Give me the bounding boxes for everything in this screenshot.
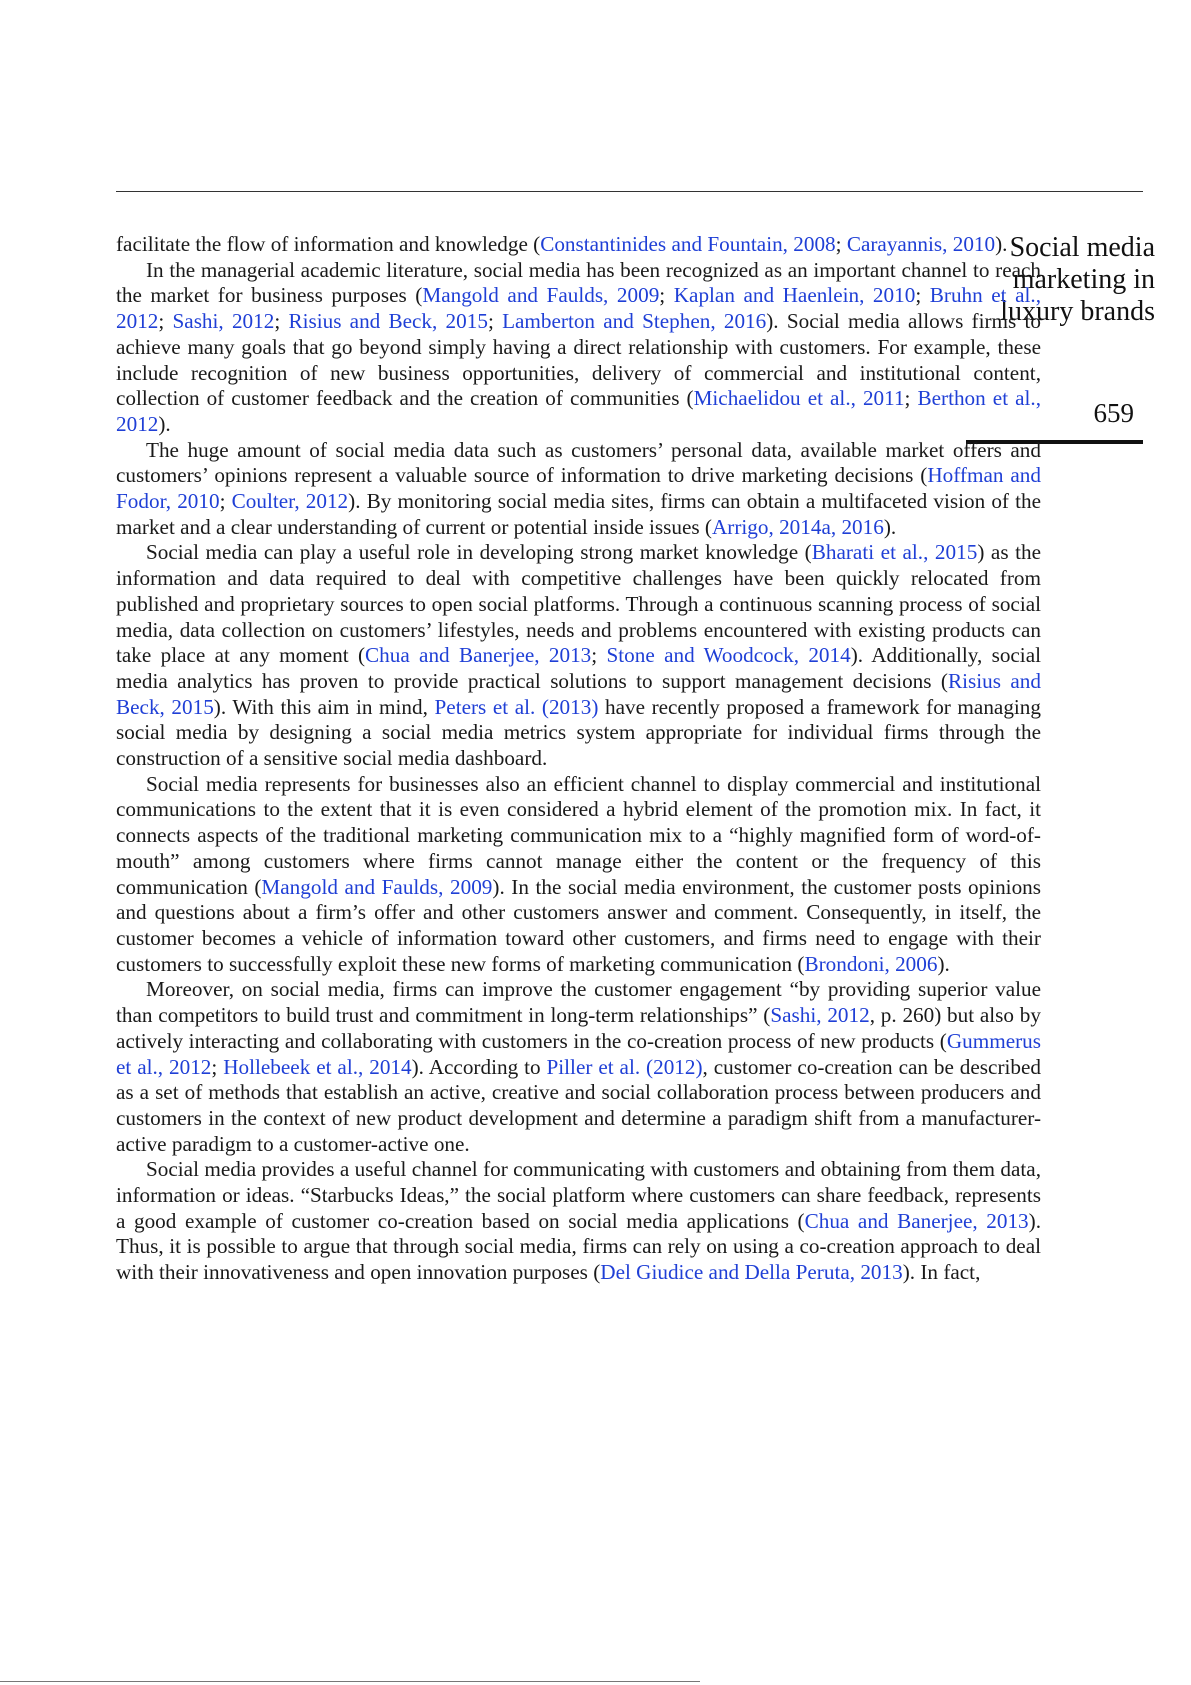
citation-link[interactable]: Constantinides and Fountain, 2008 [540, 232, 836, 256]
citation-link[interactable]: Kaplan and Haenlein, 2010 [673, 283, 916, 308]
paragraph-text: ; [487, 309, 503, 334]
paragraph-text: , customer co-creation can be described as a set of methods that establish an active, creative and social collaboration process between producers and customers in the context of new product development and determine a paradigm shift from a manufacturer-active paradigm to a customer-active one. [116, 1054, 1041, 1156]
footer-rule [0, 1681, 700, 1682]
citation-link[interactable]: Chua and Banerjee, 2013 [804, 1208, 1029, 1233]
citation-link[interactable]: Del Giudice and Della Peruta, 2013 [600, 1260, 903, 1285]
page-number: 659 [1093, 398, 1134, 428]
running-title-line: marketing in [1012, 264, 1155, 295]
citation-link[interactable]: Risius and Beck, 2015 [116, 668, 1041, 719]
citation-link[interactable]: Berthon et al., 2012 [116, 386, 1042, 436]
citation-link[interactable]: Coulter, 2012 [231, 489, 349, 514]
citation-link[interactable]: Brondoni, 2006 [804, 951, 938, 976]
citation-link[interactable]: Lamberton and Stephen, 2016 [502, 309, 767, 334]
paragraph-text: have recently proposed a framework for managing social media by designing a social media metrics system appropriate for individual firms through the construction of a sensitive social media dashboard. [116, 694, 1041, 771]
paragraph-text: ; [659, 283, 674, 308]
paragraph [116, 438, 1041, 541]
citation-link[interactable]: Chua and Banerjee, 2013 [365, 643, 592, 668]
citation-link[interactable]: Carayannis, 2010 [846, 232, 996, 256]
paragraph-text: ). [995, 232, 1008, 256]
header-rule [116, 191, 1143, 192]
citation-link[interactable]: Sashi, 2012 [770, 1003, 870, 1028]
paragraph-text: ; [219, 489, 232, 514]
paragraph-text: In the managerial academic literature, social media has been recognized as an important channel to reach the market for business purposes ( [116, 257, 1041, 308]
paragraph-text: ; [211, 1054, 224, 1079]
citation-link[interactable]: Bruhn et al., 2012 [116, 283, 1041, 334]
paragraph-text: ; [158, 309, 173, 334]
paragraph [116, 772, 1041, 978]
paragraph-text: ). [937, 951, 950, 976]
running-title-line: Social media [1009, 232, 1155, 263]
citation-link[interactable]: Piller et al. (2012) [546, 1054, 703, 1079]
paragraph-text: ; [904, 386, 918, 411]
citation-link[interactable]: Stone and Woodcock, 2014 [606, 643, 851, 668]
paragraph-text: ). [158, 411, 171, 436]
paragraph [116, 977, 1041, 1157]
citation-link[interactable]: Gummerus et al., 2012 [116, 1028, 1041, 1079]
paragraph-text: ). According to [411, 1054, 547, 1079]
paragraph-text: Social media can play a useful role in developing strong market knowledge ( [146, 540, 812, 565]
running-title-line: luxury brands [1000, 296, 1155, 327]
paragraph-text: ). By monitoring social media sites, firms can obtain a multifaceted vision of the market and a clear understanding of current or potential inside issues ( [116, 489, 1041, 539]
citation-link[interactable]: Arrigo, 2014a, 2016 [712, 514, 884, 539]
paragraph-text: ) as the information and data required to deal with competitive challenges have been quickly relocated from published and proprietary sources to open social platforms. Through a continuous scanning process of social media, data collection on customers’ lifestyles, needs and problems encountered with existing products can take place at any moment ( [116, 540, 1041, 668]
paragraph-text: ; [915, 283, 930, 308]
paragraph-text: Social media represents for businesses also an efficient channel to display commercial and institutional communications to the extent that it is even considered a hybrid element of the promotion mix. In fact, it connects aspects of the traditional marketing communication mix to a “highly magnified form of word-of-mouth” among customers where firms cannot manage either the content or the frequency of this communication ( [116, 771, 1041, 899]
paragraph-text: ). In the social media environment, the customer posts opinions and questions about a firm’s offer and other customers answer and comment. Consequently, in itself, the customer becomes a vehicle of information toward other customers, and firms need to engage with their customers to successfully exploit these new forms of marketing communication ( [116, 874, 1041, 976]
citation-link[interactable]: Mangold and Faulds, 2009 [261, 874, 493, 899]
paragraph [116, 1157, 1041, 1286]
paragraph-text: Moreover, on social media, firms can improve the customer engagement “by providing superior value than competitors to build trust and commitment in long-term relationships” ( [116, 977, 1041, 1028]
citation-link[interactable]: Peters et al. (2013) [434, 694, 599, 719]
paragraph [116, 540, 1041, 771]
paragraph-text: , p. 260) but also by actively interacting and collaborating with customers in the co-creation process of new products ( [116, 1003, 1041, 1053]
paragraph-text: The huge amount of social media data such as customers’ personal data, available market offers and customers’ opinions represent a valuable source of information to drive marketing decisions ( [116, 437, 1041, 488]
citation-link[interactable]: Mangold and Faulds, 2009 [422, 283, 660, 308]
paragraph-text: ). In fact, [902, 1260, 981, 1285]
paragraph-text: ). Thus, it is possible to argue that through social media, firms can rely on using a co-creation approach to deal with their innovativeness and open innovation purposes ( [116, 1208, 1041, 1285]
paragraph-text: Social media provides a useful channel for communicating with customers and obtaining from them data, information or ideas. “Starbucks Ideas,” the social platform where customers can share feedback, represents a good example of customer co-creation based on social media applications ( [116, 1157, 1041, 1233]
paragraph-text: ). With this aim in mind, [213, 694, 435, 719]
citation-link[interactable]: Michaelidou et al., 2011 [693, 386, 905, 411]
paragraph [116, 232, 1041, 258]
paragraph-text: ). Additionally, social media analytics has proven to provide practical solutions to support management decisions ( [116, 643, 1041, 693]
citation-link[interactable]: Bharati et al., 2015 [811, 540, 978, 565]
citation-link[interactable]: Risius and Beck, 2015 [288, 309, 488, 334]
citation-link[interactable]: Hollebeek et al., 2014 [223, 1054, 412, 1079]
paragraph-text: ; [274, 309, 289, 334]
paragraph [116, 258, 1041, 438]
citation-link[interactable]: Hoffman and Fodor, 2010 [116, 463, 1041, 514]
paragraph-text: ; [591, 643, 607, 668]
body-text [116, 232, 1041, 1286]
paragraph-text: facilitate the flow of information and knowledge ( [116, 232, 541, 256]
citation-link[interactable]: Sashi, 2012 [172, 309, 275, 334]
paragraph-text: ). Social media allows firms to achieve many goals that go beyond simply having a direct relationship with customers. For example, these include recognition of new business opportunities, delivery of commercial and institutional content, collection of customer feedback and the creation of communities ( [116, 309, 1041, 411]
paragraph-text: ; [835, 232, 847, 256]
paragraph-text: ). [883, 514, 897, 539]
